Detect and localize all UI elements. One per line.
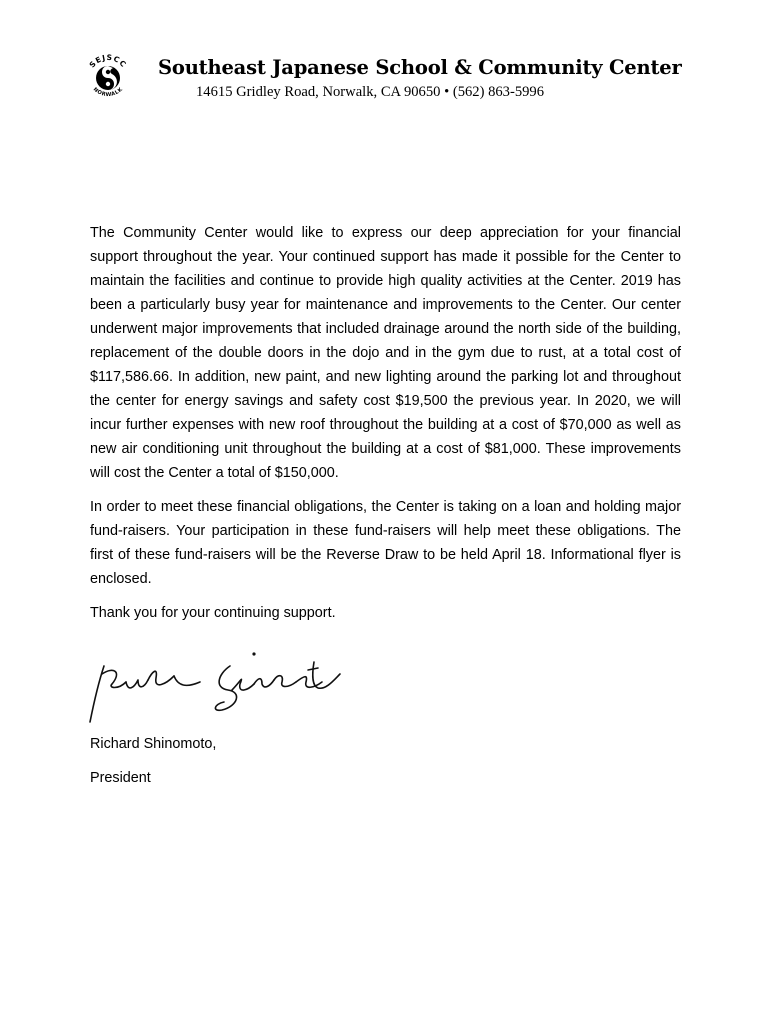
letter-body — [90, 221, 681, 635]
closing-block — [90, 727, 216, 795]
paragraph-fundraisers: In order to meet these financial obligations, the Center is taking on a loan and holding major fund-raisers. Your participation in these fund-raisers will help meet these obligations. The first of these fund-raisers will be the Reverse Draw to be held April 18. Informational flyer is enclosed. — [90, 499, 681, 587]
paragraph-appreciation: The Community Center would like to express our deep appreciation for your financial support throughout the year. Your continued support has made it possible for the Center to maintain the facilities and continue to provide high quality activities at the Center. 2019 has been a particularly busy year for maintenance and improvements to the Center. Our center underwent major improvements that included drainage around the north side of the building, replacement of the double doors in the dojo and in the gym due to rust, at a total cost of $117,586.66. In addition, new paint, and new lighting around the parking lot and throughout the center for energy savings and safety cost $19,500 the previous year. In 2020, we will incur further expenses with new roof throughout the building at a cost of $70,000 as well as new air conditioning unit throughout the building at a cost of $81,000. These improvements will cost the Center a total of $150,000. — [90, 225, 681, 481]
organization-name: Southeast Japanese School & Community Center — [158, 56, 682, 79]
organization-logo-icon — [80, 48, 136, 104]
letterhead — [80, 48, 700, 108]
paragraph-thanks: Thank you for your continuing support. — [90, 605, 336, 621]
logo-top-text: SEJSCC — [87, 52, 129, 70]
signer-title: President — [90, 770, 151, 786]
organization-address: 14615 Gridley Road, Norwalk, CA 90650 • (562) 863-5996 — [196, 84, 545, 100]
signer-name: Richard Shinomoto, — [90, 736, 217, 752]
handwritten-signature — [82, 644, 362, 730]
logo-bottom-text: NORWALK — [91, 86, 125, 99]
